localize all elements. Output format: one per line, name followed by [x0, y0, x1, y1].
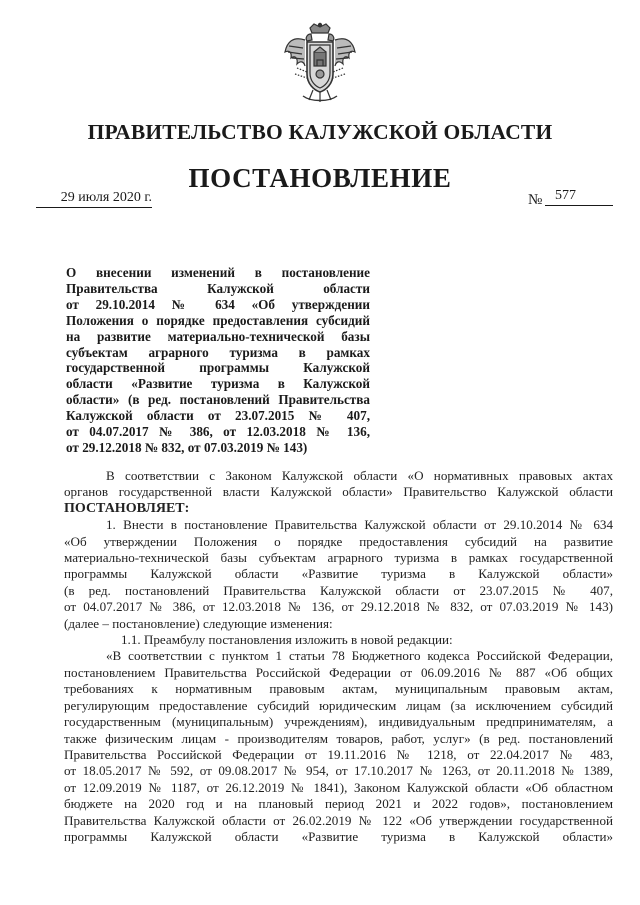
body-line: от 12.09.2019 № 1187, от 26.12.2019 № 1841), Законом Калужской области «Об областном: [64, 779, 613, 795]
subject-line: субъектам аграрного туризма в рамках: [66, 344, 370, 360]
subject-line: О внесении изменений в постановление: [66, 265, 370, 280]
government-name: ПРАВИТЕЛЬСТВО КАЛУЖСКОЙ ОБЛАСТИ: [87, 120, 553, 144]
document-subject: [66, 265, 370, 456]
subject-line: области «Развитие туризма в Калужской: [66, 376, 370, 392]
body-line: Правительства Российской Федерации от 19.11.2016 № 1218, от 22.04.2017 № 483,: [64, 746, 613, 762]
body-line: требованиях к нормативным правовым актам, муниципальным правовым актам,: [64, 681, 613, 697]
body-line: программы Калужской области «Развитие туризма в Калужской области»: [64, 828, 613, 844]
body-line: регулирующим предоставление субсидий юридическим лицам (за исключением субсидий: [64, 697, 613, 713]
body-line: государственным (муниципальным) учреждениям), индивидуальным предпринимателям, а: [64, 714, 613, 730]
body-line: программы Калужской области «Развитие туризма в Калужской области»: [64, 566, 613, 582]
body-line: постановлением Правительства Российской Федерации от 06.09.2016 № 887 «Об общих: [64, 664, 613, 680]
body-line: «Об утверждении Положения о порядке предоставления субсидий на развитие: [64, 533, 613, 549]
subject-line: области» (в ред. постановлений Правительства: [66, 392, 370, 408]
subject-line: от 29.12.2018 № 832, от 07.03.2019 № 143): [66, 439, 308, 455]
subject-line: государственной программы Калужской: [66, 360, 370, 376]
coat-of-arms-icon: [283, 22, 357, 104]
document-body: [64, 468, 613, 845]
subject-line: Калужской области от 23.07.2015 № 407,: [66, 408, 370, 424]
body-line: от 04.07.2017 № 386, от 12.03.2018 № 136, от 29.12.2018 № 832, от 07.03.2019 № 143): [64, 599, 613, 615]
number-label: №: [528, 192, 543, 208]
subject-line: Правительства Калужской области: [66, 280, 370, 296]
body-line: материально-технической базы субъектам аграрного туризма в рамках государственной: [64, 550, 613, 566]
subject-line: Положения о порядке предоставления субсидий: [66, 312, 370, 328]
body-line: от 18.05.2017 № 592, от 09.08.2017 № 954, от 17.10.2017 № 1263, от 20.11.2018 № 1389,: [64, 763, 613, 779]
subject-line: от 04.07.2017 № 386, от 12.03.2018 № 136,: [66, 424, 370, 440]
body-line: В соответствии с Законом Калужской области «О нормативных правовых актах: [106, 468, 613, 483]
body-line: (в ред. постановлений Правительства Калужской области от 23.07.2015 № 407,: [64, 582, 613, 598]
body-line: 1.1. Преамбулу постановления изложить в новой редакции:: [121, 632, 453, 648]
body-line: 1. Внести в постановление Правительства Калужской области от 29.10.2014 № 634: [106, 517, 613, 533]
body-line: также физическим лицам - производителям товаров, работ, услуг» (в ред. постановлений: [64, 730, 613, 746]
body-line: «В соответствии с пунктом 1 статьи 78 Бюджетного кодекса Российской Федерации,: [106, 648, 613, 664]
body-line: (далее – постановление) следующие изменения:: [64, 615, 333, 631]
document-date: 29 июля 2020 г.: [36, 190, 152, 208]
resolution-keyword: ПОСТАНОВЛЯЕТ:: [64, 500, 190, 516]
body-line: органов государственной власти Калужской области» Правительство Калужской области: [64, 484, 613, 500]
document-type: ПОСТАНОВЛЕНИЕ: [188, 163, 452, 193]
document-number: 577: [545, 188, 613, 206]
subject-line: от 29.10.2014 № 634 «Об утверждении: [66, 296, 370, 312]
body-line: бюджете на 2020 год и на плановый период 2021 и 2022 годов», постановлением: [64, 796, 613, 812]
body-line: Правительства Калужской области от 26.02.2019 № 122 «Об утверждении государственной: [64, 812, 613, 828]
subject-line: на развитие материально-технической базы: [66, 328, 370, 344]
